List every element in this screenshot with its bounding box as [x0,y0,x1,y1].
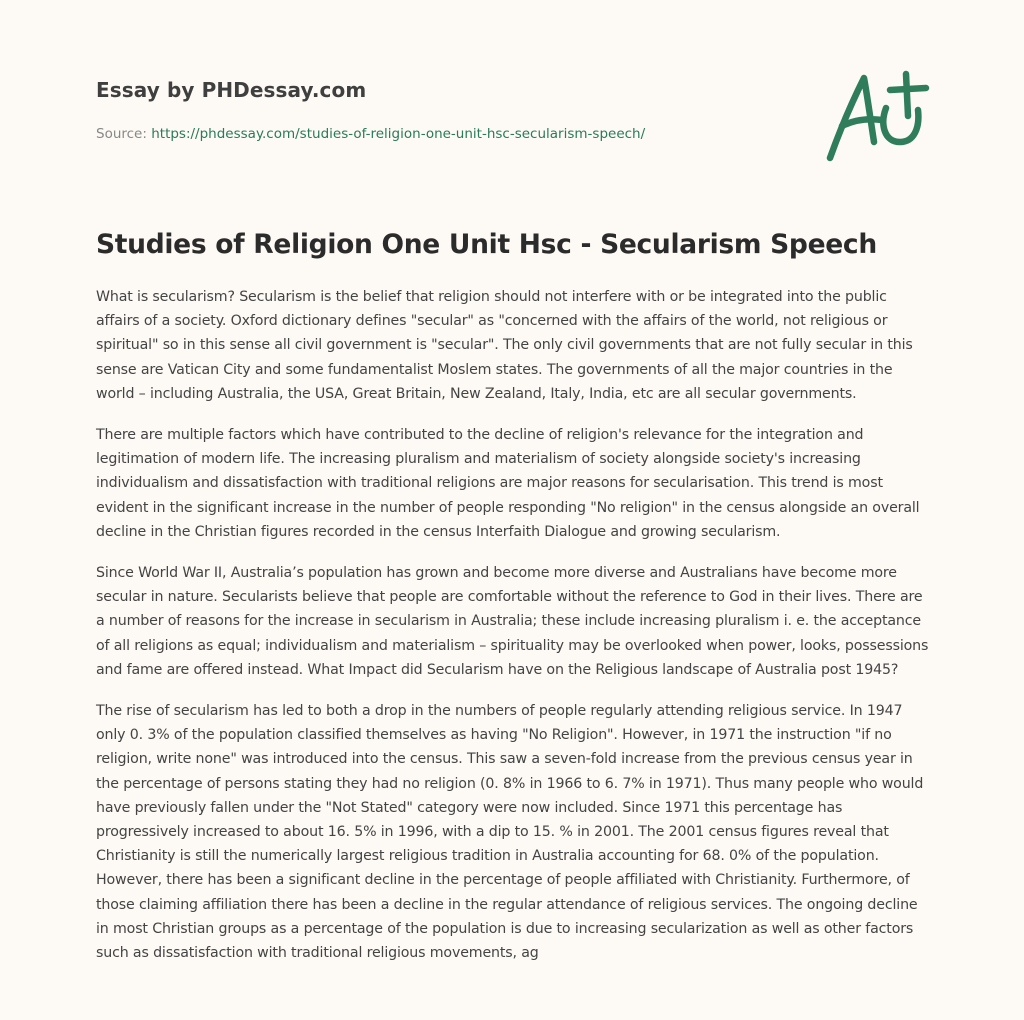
source-link[interactable]: https://phdessay.com/studies-of-religion-one-unit-hsc-secularism-speech/ [151,126,646,142]
essay-body [96,285,930,982]
paragraph: Since World War II, Australia’s population has grown and become more diverse and Australians have become more secular in nature. Secularists believe that people are comfortable without the reference to God in their lives. There are a number of reasons for the increase in secularism in Australia; these include increasing pluralism i. e. the acceptance of all religions as equal; individualism and materialism – spirituality may be overlooked when power, looks, possessions and fame are offered instead. What Impact did Secularism have on the Religious landscape of Australia post 1945? [96,565,929,678]
source-line [96,124,796,144]
essay-title: Studies of Religion One Unit Hsc - Secularism Speech [96,229,877,260]
a-plus-logo-icon [820,64,932,168]
site-header [96,76,796,144]
source-label: Source: [96,126,147,142]
paragraph: The rise of secularism has led to both a drop in the numbers of people regularly attending religious service. In 1947 only 0. 3% of the population classified themselves as having "No Religion". However, in 1971 the instruction "if no religion, write none" was introduced into the census. This saw a seven-fold increase from the previous census year in the percentage of persons stating they had no religion (0. 8% in 1966 to 6. 7% in 1971). Thus many people who would have previously fallen under the "Not Stated" category were now included. Since 1971 this percentage has progressively increased to about 16. 5% in 1996, with a dip to 15. % in 2001. The 2001 census figures reveal that Christianity is still the numerically largest religious tradition in Australia accounting for 68. 0% of the population. However, there has been a significant decline in the percentage of people affiliated with Christianity. Furthermore, of those claiming affiliation there has been a decline in the regular attendance of religious services. The ongoing decline in most Christian groups as a percentage of the population is due to increasing secularization as well as other factors such as dissatisfaction with traditional religious movements, ag [96,703,924,962]
paragraph: What is secularism? Secularism is the belief that religion should not interfere with or be integrated into the public affairs of a society. Oxford dictionary defines "secular" as "concerned with the affairs of the world, not religious or spiritual" so in this sense all civil government is "secular". The only civil governments that are not fully secular in this sense are Vatican City and some fundamentalist Moslem states. The governments of all the major countries in the world – including Australia, the USA, Great Britain, New Zealand, Italy, India, etc are all secular governments. [96,289,913,402]
site-brand: Essay by PHDessay.com [96,78,367,102]
paragraph: There are multiple factors which have contributed to the decline of religion's relevance for the integration and legitimation of modern life. The increasing pluralism and materialism of society alongside society's increasing individualism and dissatisfaction with traditional religions are major reasons for secularisation. This trend is most evident in the significant increase in the number of people responding "No religion" in the census alongside an overall decline in the Christian figures recorded in the census Interfaith Dialogue and growing secularism. [96,427,920,540]
